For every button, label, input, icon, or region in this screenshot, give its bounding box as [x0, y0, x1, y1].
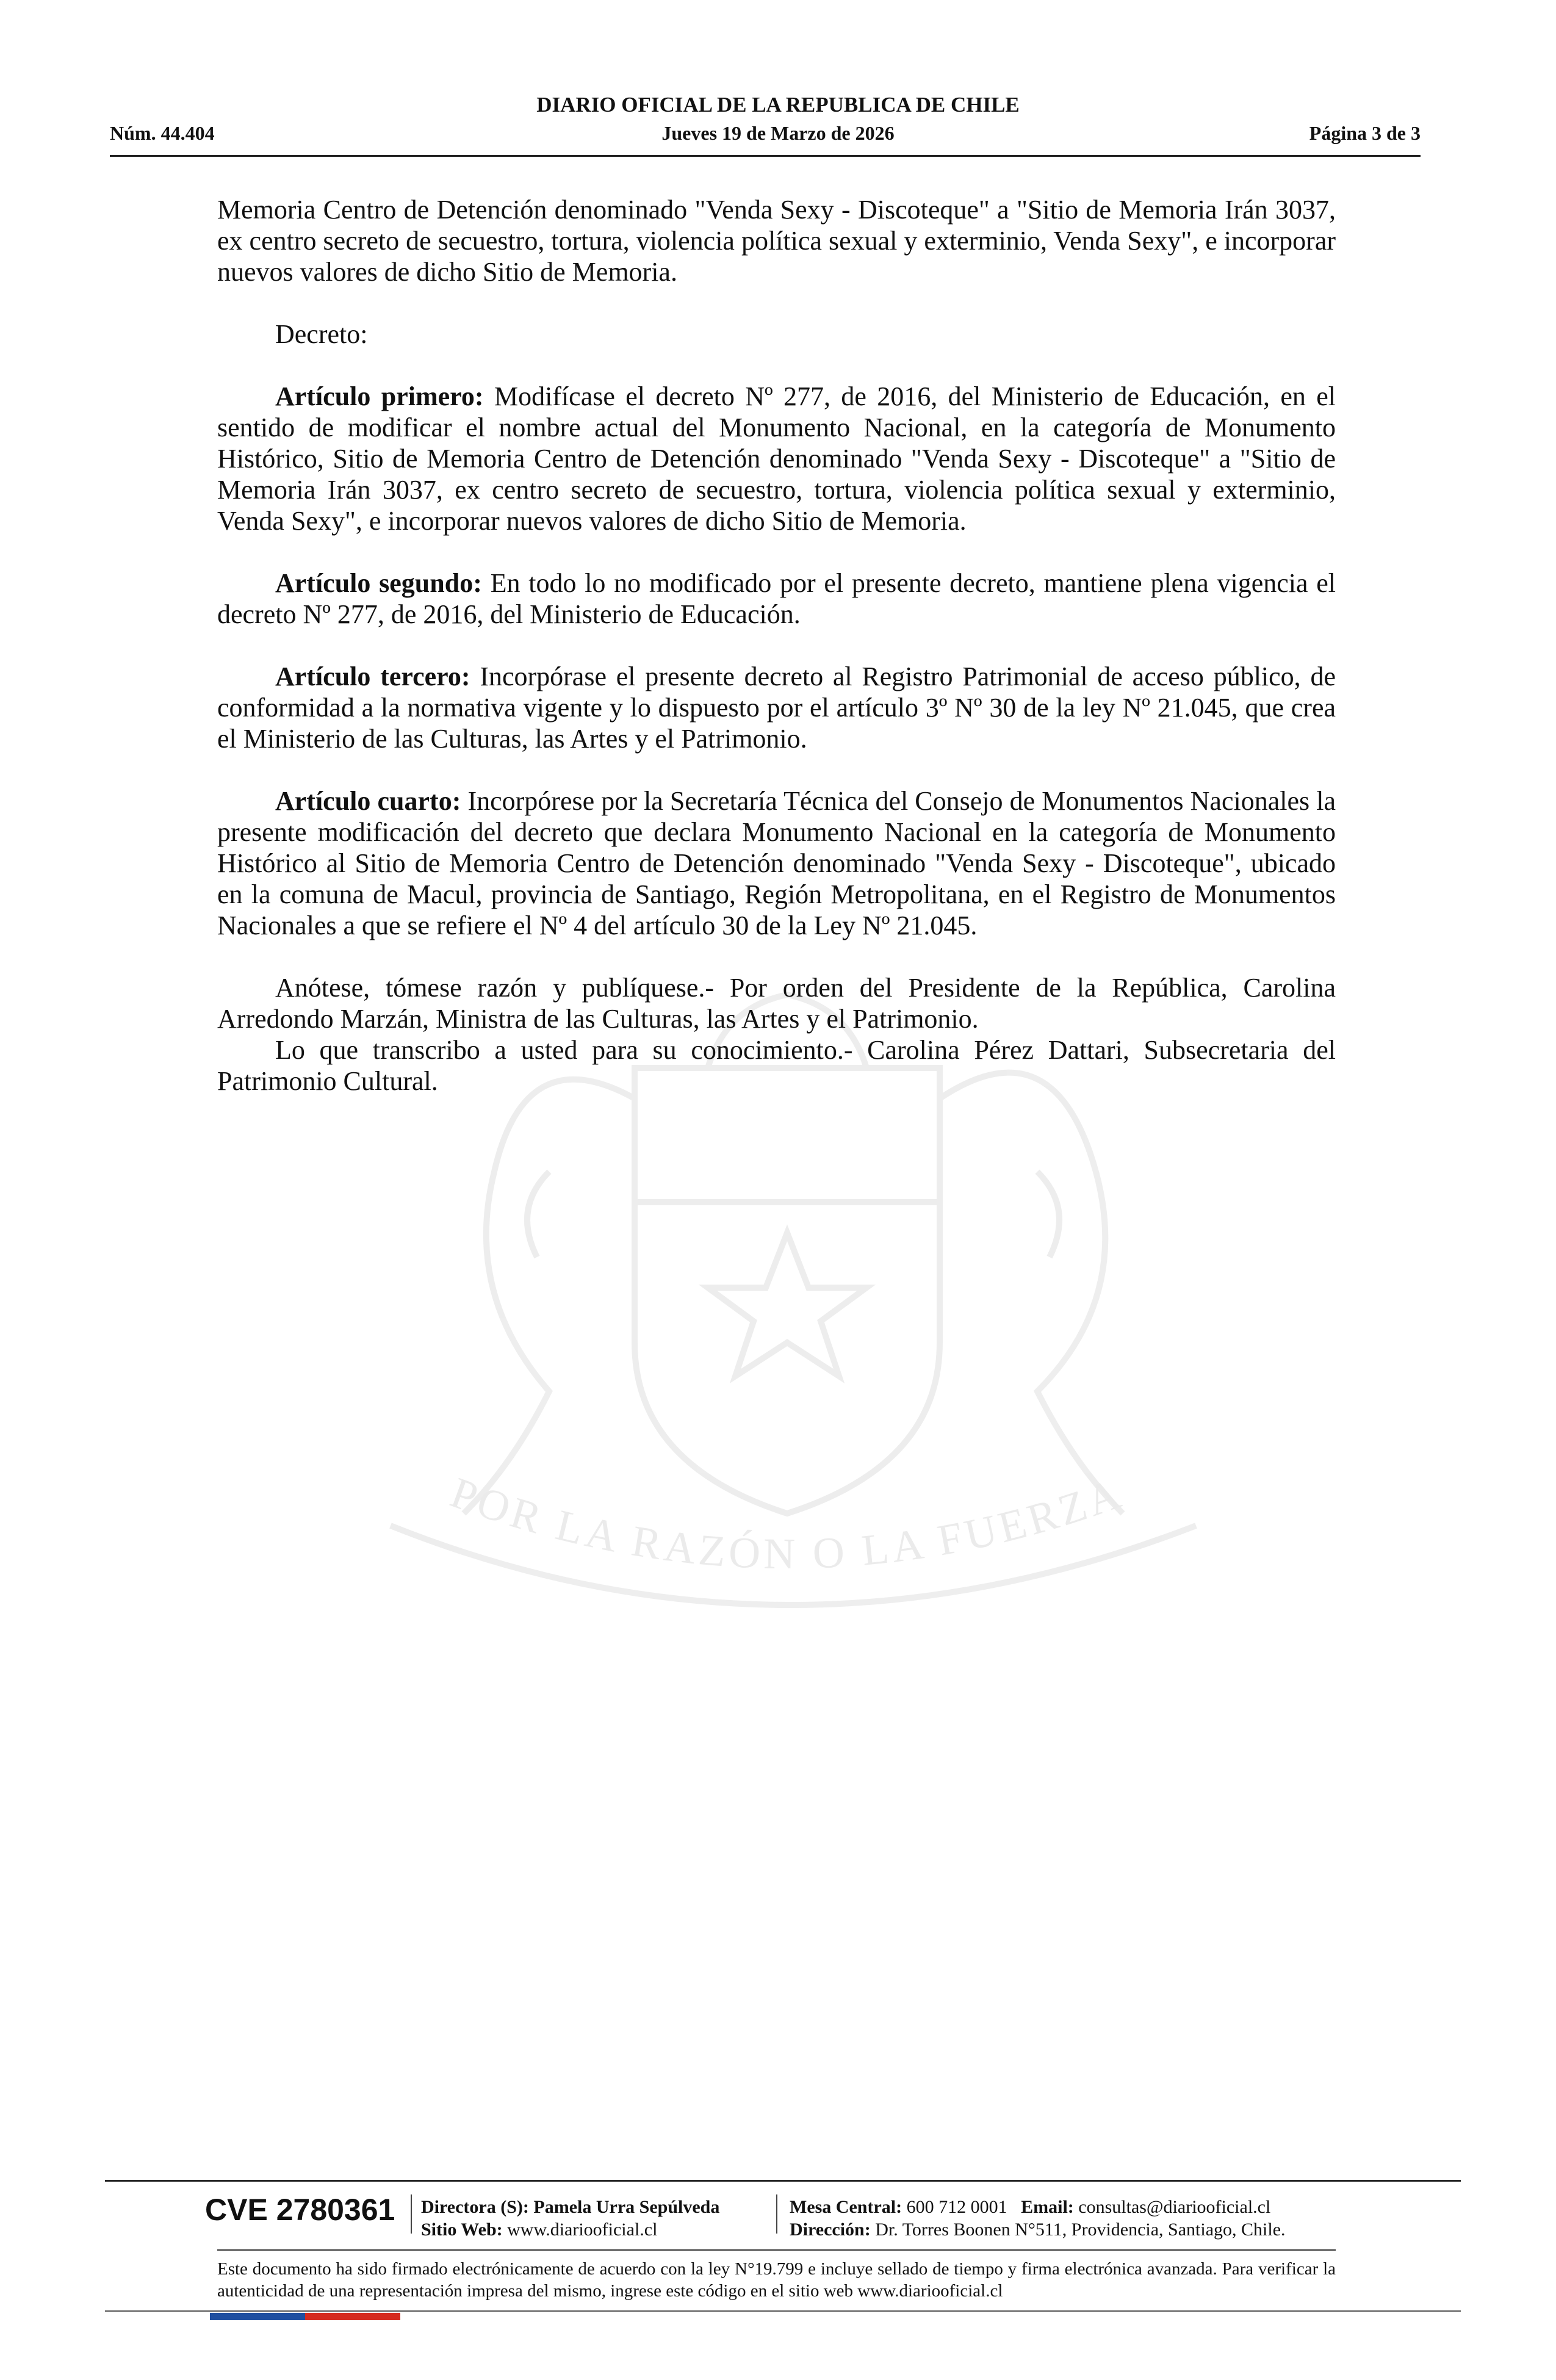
article-3-text: Incorpórase el presente decreto al Registro Patrimonial de acceso público, de conformidad a la normativa vigente y lo dispuesto por el artículo 3º Nº 30 de la ley Nº 21.045, que crea el Ministerio de las Culturas, las Artes y el Patrimonio. — [217, 662, 1336, 754]
article-1-label: Artículo primero: — [275, 381, 484, 411]
email-label: Email: — [1021, 2197, 1074, 2217]
address-label: Dirección: — [790, 2220, 871, 2240]
paragraph-transcribe: Lo que transcribo a usted para su conocimiento.- Carolina Pérez Dattari, Subsecretaria del Patrimonio Cultural. — [217, 1035, 1336, 1096]
flag-color-bar — [210, 2313, 400, 2320]
document-body — [217, 194, 1336, 1097]
footer-separator — [776, 2194, 777, 2234]
paragraph-closing: Anótese, tómese razón y publíquese.- Por orden del Presidente de la República, Carolina Arredondo Marzán, Ministra de las Culturas, las Artes y el Patrimonio. — [217, 973, 1336, 1034]
footer-separator — [411, 2194, 412, 2234]
article-1 — [217, 381, 1336, 536]
website-line — [421, 2218, 719, 2241]
footer-contact-right — [790, 2196, 1286, 2241]
flag-blue-segment — [210, 2313, 305, 2320]
page-indicator: Página 3 de 3 — [1309, 122, 1421, 144]
footer-divider-middle — [217, 2249, 1336, 2251]
flag-red-segment — [305, 2313, 400, 2320]
phone-email-line — [790, 2196, 1286, 2218]
footer-divider-bottom — [105, 2310, 1461, 2312]
address-value: Dr. Torres Boonen N°511, Providencia, Santiago, Chile. — [875, 2220, 1286, 2240]
cve-code: CVE 2780361 — [205, 2193, 395, 2227]
article-1-text: Modifícase el decreto Nº 277, de 2016, del Ministerio de Educación, en el sentido de modificar el nombre actual del Monumento Nacional, en la categoría de Monumento Histórico, Sitio de Memoria Centro de Detención denominado "Venda Sexy - Discoteque" a "Sitio de Memoria Irán 3037, ex centro secreto de secuestro, tortura, violencia política sexual y exterminio, Venda Sexy", e incorporar nuevos valores de dicho Sitio de Memoria. — [217, 381, 1336, 536]
website-label: Sitio Web: — [421, 2220, 503, 2240]
article-4-text: Incorpórese por la Secretaría Técnica del Consejo de Monumentos Nacionales la presente modificación del decreto que declara Monumento Nacional en la categoría de Monumento Histórico al Sitio de Memoria Centro de Detención denominado "Venda Sexy - Discoteque", ubicado en la comuna de Macul, provincia de Santiago, Región Metropolitana, en el Registro de Monumentos Nacionales a que se refiere el Nº 4 del artículo 30 de la Ley Nº 21.045. — [217, 786, 1336, 940]
article-2 — [217, 568, 1336, 630]
address-line — [790, 2218, 1286, 2241]
article-3 — [217, 661, 1336, 754]
issue-number: Núm. 44.404 — [110, 122, 215, 144]
header-divider — [110, 155, 1421, 157]
email-link[interactable]: consultas@diariooficial.cl — [1078, 2197, 1271, 2217]
paragraph-intro: Memoria Centro de Detención denominado "Venda Sexy - Discoteque" a "Sitio de Memoria Irán 3037, ex centro secreto de secuestro, tortura, violencia política sexual y exterminio, Venda Sexy", e incorporar nuevos valores de dicho Sitio de Memoria. — [217, 195, 1336, 287]
article-4 — [217, 785, 1336, 941]
phone-value: 600 712 0001 — [906, 2197, 1007, 2217]
phone-label: Mesa Central: — [790, 2197, 902, 2217]
article-2-label: Artículo segundo: — [275, 568, 482, 598]
director-name: Pamela Urra Sepúlveda — [533, 2197, 720, 2217]
footer-divider-top — [105, 2180, 1461, 2182]
director-label: Directora (S): — [421, 2197, 529, 2217]
director-line — [421, 2196, 719, 2218]
issue-date: Jueves 19 de Marzo de 2026 — [661, 122, 895, 144]
header-title: DIARIO OFICIAL DE LA REPUBLICA DE CHILE — [536, 93, 1020, 117]
signature-note: Este documento ha sido firmado electrónicamente de acuerdo con la ley N°19.799 e incluye sellado de tiempo y firma electrónica avanzada. Para verificar la autenticidad de una representación impresa del mismo, ingrese este código en el sitio web www.diariooficial.cl — [217, 2259, 1336, 2301]
website-link[interactable]: www.diariooficial.cl — [507, 2220, 658, 2240]
motto-text: POR LA RAZÓN O LA FUERZA — [444, 1468, 1130, 1579]
article-2-text: En todo lo no modificado por el presente decreto, mantiene plena vigencia el decreto Nº 277, de 2016, del Ministerio de Educación. — [217, 568, 1336, 629]
article-3-label: Artículo tercero: — [275, 662, 470, 691]
paragraph-decreto: Decreto: — [275, 319, 368, 349]
footer-contact-left — [421, 2196, 719, 2241]
article-4-label: Artículo cuarto: — [275, 786, 461, 816]
